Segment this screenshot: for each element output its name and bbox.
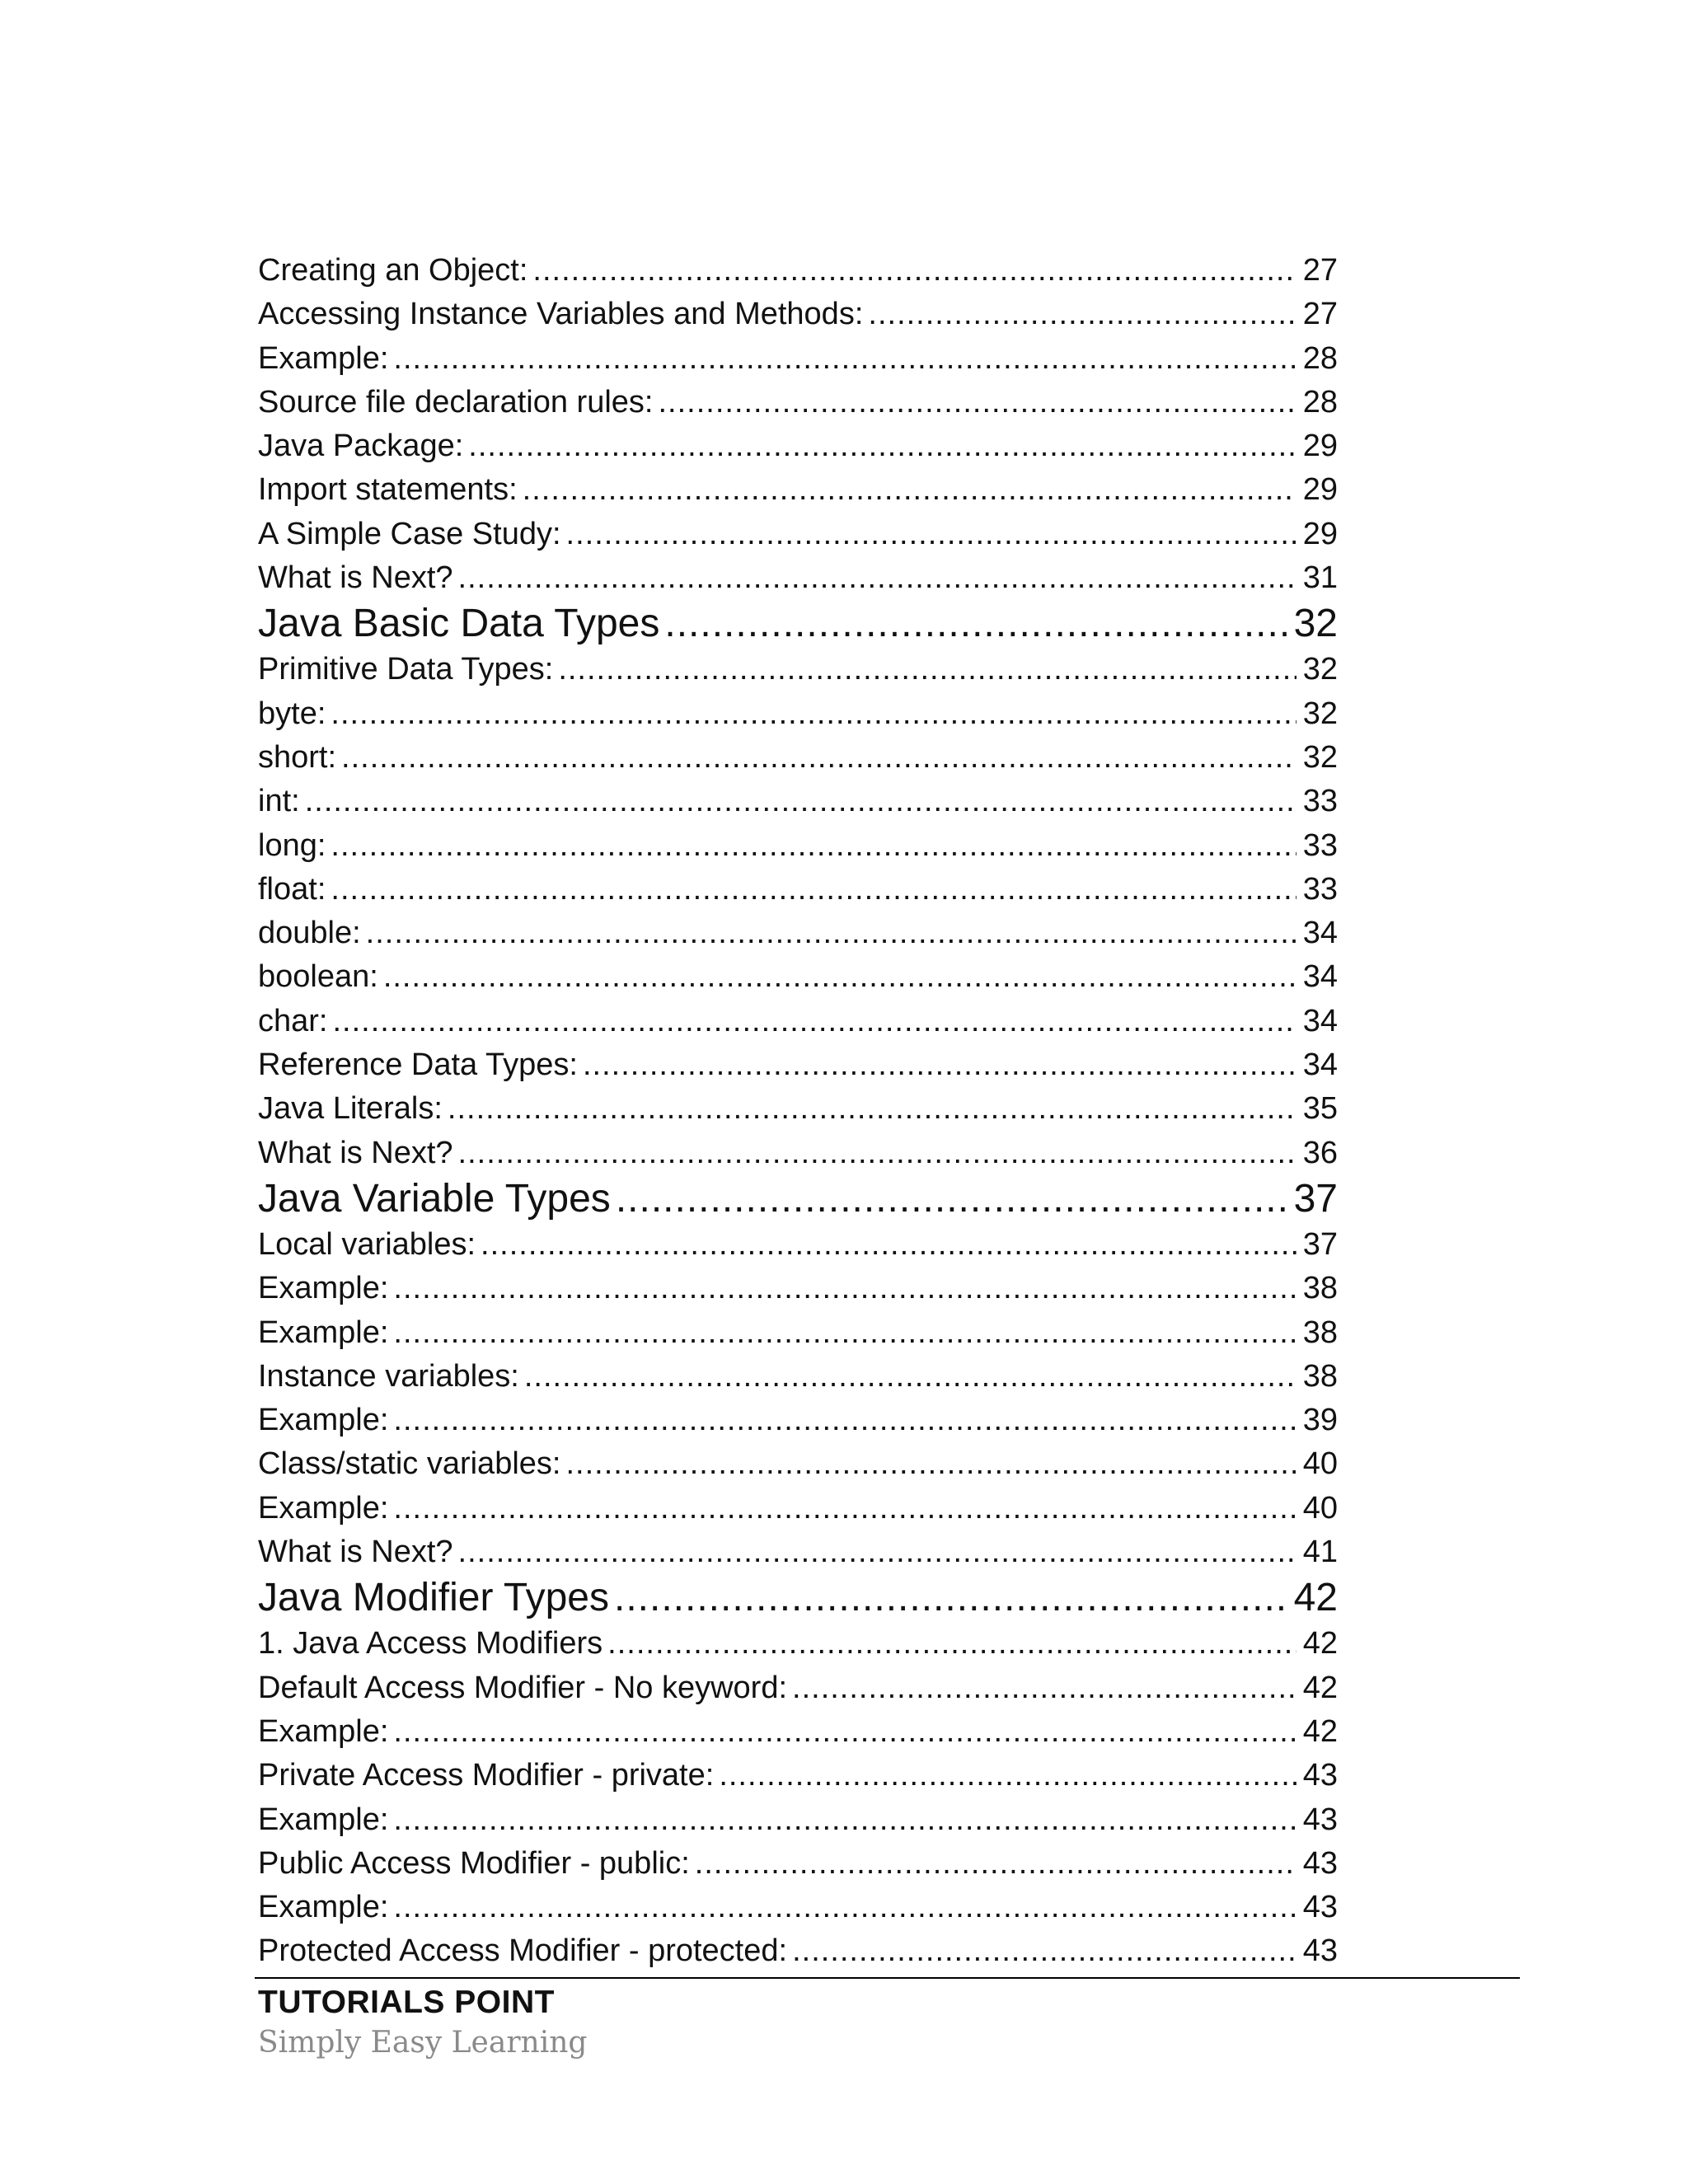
toc-entry-label: Protected Access Modifier - protected: bbox=[258, 1933, 788, 1969]
toc-entry-label: What is Next? bbox=[258, 1135, 453, 1170]
toc-entry-label: Example: bbox=[258, 1403, 389, 1438]
toc-entry-page-number: 32 bbox=[1302, 739, 1338, 775]
table-of-contents bbox=[258, 249, 1338, 1974]
toc-dot-leader bbox=[393, 1311, 1296, 1355]
toc-entry-page-number: 41 bbox=[1302, 1535, 1338, 1570]
toc-section-entry[interactable] bbox=[258, 868, 1338, 912]
toc-dot-leader bbox=[366, 912, 1296, 955]
toc-section-entry[interactable] bbox=[258, 513, 1338, 556]
toc-entry-page-number: 28 bbox=[1302, 340, 1338, 376]
toc-entry-label: Example: bbox=[258, 1315, 389, 1350]
toc-entry-label: Example: bbox=[258, 1890, 389, 1925]
toc-entry-page-number: 34 bbox=[1302, 916, 1338, 951]
toc-entry-label: Example: bbox=[258, 1802, 389, 1837]
toc-section-entry[interactable] bbox=[258, 1886, 1338, 1929]
toc-entry-label: Java Package: bbox=[258, 429, 464, 464]
toc-entry-label: Default Access Modifier - No keyword: bbox=[258, 1670, 788, 1705]
toc-dot-leader bbox=[393, 1886, 1296, 1929]
toc-entry-label: Instance variables: bbox=[258, 1358, 519, 1394]
toc-entry-page-number: 42 bbox=[1302, 1670, 1338, 1705]
toc-chapter-entry[interactable] bbox=[258, 600, 1338, 648]
toc-section-entry[interactable] bbox=[258, 1087, 1338, 1131]
toc-entry-page-number: 43 bbox=[1302, 1802, 1338, 1837]
toc-dot-leader bbox=[468, 424, 1296, 468]
toc-entry-label: Public Access Modifier - public: bbox=[258, 1845, 690, 1881]
toc-entry-page-number: 33 bbox=[1302, 784, 1338, 819]
toc-dot-leader bbox=[332, 1000, 1296, 1043]
toc-dot-leader bbox=[331, 692, 1296, 736]
toc-section-entry[interactable] bbox=[258, 1442, 1338, 1486]
toc-section-entry[interactable] bbox=[258, 1311, 1338, 1355]
toc-section-entry[interactable] bbox=[258, 648, 1338, 691]
toc-section-entry[interactable] bbox=[258, 293, 1338, 336]
toc-dot-leader bbox=[868, 293, 1296, 336]
toc-entry-page-number: 42 bbox=[1302, 1713, 1338, 1749]
toc-dot-leader bbox=[458, 1132, 1296, 1175]
toc-entry-label: Example: bbox=[258, 1713, 389, 1749]
toc-dot-leader bbox=[393, 337, 1296, 381]
toc-dot-leader bbox=[607, 1622, 1296, 1666]
toc-entry-label: Java Literals: bbox=[258, 1091, 443, 1127]
toc-dot-leader bbox=[393, 1798, 1296, 1842]
toc-entry-page-number: 34 bbox=[1302, 1047, 1338, 1083]
toc-section-entry[interactable] bbox=[258, 1754, 1338, 1797]
toc-entry-page-number: 33 bbox=[1302, 827, 1338, 863]
toc-entry-label: Example: bbox=[258, 1271, 389, 1306]
toc-section-entry[interactable] bbox=[258, 1798, 1338, 1842]
toc-entry-label: Local variables: bbox=[258, 1226, 476, 1262]
toc-entry-label: Source file declaration rules: bbox=[258, 384, 654, 419]
toc-section-entry[interactable] bbox=[258, 1043, 1338, 1087]
toc-section-entry[interactable] bbox=[258, 556, 1338, 600]
toc-section-entry[interactable] bbox=[258, 1000, 1338, 1043]
toc-section-entry[interactable] bbox=[258, 1355, 1338, 1399]
toc-entry-page-number: 28 bbox=[1302, 384, 1338, 419]
toc-dot-leader bbox=[695, 1842, 1296, 1886]
toc-dot-leader bbox=[565, 1442, 1296, 1486]
toc-dot-leader bbox=[792, 1929, 1296, 1973]
toc-entry-page-number: 43 bbox=[1302, 1845, 1338, 1881]
toc-section-entry[interactable] bbox=[258, 780, 1338, 823]
toc-dot-leader bbox=[792, 1666, 1296, 1710]
toc-section-entry[interactable] bbox=[258, 424, 1338, 468]
toc-dot-leader bbox=[719, 1754, 1296, 1797]
toc-entry-page-number: 36 bbox=[1302, 1135, 1338, 1170]
toc-section-entry[interactable] bbox=[258, 1710, 1338, 1754]
toc-entry-label: Java Basic Data Types bbox=[258, 602, 660, 646]
toc-entry-label: Private Access Modifier - private: bbox=[258, 1758, 715, 1793]
toc-entry-page-number: 40 bbox=[1302, 1490, 1338, 1526]
toc-entry-label: long: bbox=[258, 827, 326, 863]
toc-section-entry[interactable] bbox=[258, 736, 1338, 780]
footer-divider bbox=[255, 1977, 1520, 1979]
toc-entry-page-number: 29 bbox=[1302, 429, 1338, 464]
toc-section-entry[interactable] bbox=[258, 1929, 1338, 1973]
toc-entry-label: short: bbox=[258, 739, 337, 775]
toc-entry-page-number: 32 bbox=[1293, 602, 1338, 646]
toc-dot-leader bbox=[393, 1399, 1296, 1442]
toc-entry-label: float: bbox=[258, 871, 326, 907]
toc-dot-leader bbox=[614, 1574, 1287, 1622]
toc-entry-label: Import statements: bbox=[258, 472, 518, 508]
toc-dot-leader bbox=[481, 1223, 1296, 1267]
toc-dot-leader bbox=[532, 249, 1296, 293]
toc-entry-page-number: 29 bbox=[1302, 516, 1338, 551]
toc-section-entry[interactable] bbox=[258, 1622, 1338, 1666]
toc-section-entry[interactable] bbox=[258, 692, 1338, 736]
toc-dot-leader bbox=[393, 1487, 1296, 1530]
toc-section-entry[interactable] bbox=[258, 1530, 1338, 1574]
toc-entry-label: Accessing Instance Variables and Methods: bbox=[258, 297, 864, 332]
toc-entry-label: Primitive Data Types: bbox=[258, 652, 554, 687]
toc-dot-leader bbox=[331, 868, 1296, 912]
toc-chapter-entry[interactable] bbox=[258, 1574, 1338, 1622]
toc-dot-leader bbox=[658, 381, 1296, 424]
toc-entry-label: Creating an Object: bbox=[258, 253, 528, 288]
toc-dot-leader bbox=[664, 600, 1287, 648]
toc-dot-leader bbox=[393, 1267, 1296, 1310]
toc-section-entry[interactable] bbox=[258, 912, 1338, 955]
toc-entry-page-number: 33 bbox=[1302, 871, 1338, 907]
toc-entry-page-number: 43 bbox=[1302, 1758, 1338, 1793]
toc-entry-label: 1. Java Access Modifiers bbox=[258, 1626, 603, 1661]
toc-dot-leader bbox=[583, 1043, 1296, 1087]
toc-entry-label: Example: bbox=[258, 1490, 389, 1526]
toc-entry-label: boolean: bbox=[258, 959, 378, 995]
toc-dot-leader bbox=[393, 1710, 1296, 1754]
toc-section-entry[interactable] bbox=[258, 1223, 1338, 1267]
toc-entry-page-number: 43 bbox=[1302, 1890, 1338, 1925]
toc-section-entry[interactable] bbox=[258, 1399, 1338, 1442]
toc-entry-page-number: 29 bbox=[1302, 472, 1338, 508]
toc-section-entry[interactable] bbox=[258, 1132, 1338, 1175]
toc-section-entry[interactable] bbox=[258, 1267, 1338, 1310]
toc-entry-page-number: 37 bbox=[1293, 1176, 1338, 1221]
toc-entry-page-number: 27 bbox=[1302, 253, 1338, 288]
footer-brand: TUTORIALS POINT bbox=[258, 1985, 555, 2020]
toc-entry-page-number: 40 bbox=[1302, 1446, 1338, 1482]
toc-entry-label: Java Modifier Types bbox=[258, 1576, 609, 1620]
toc-entry-label: Class/static variables: bbox=[258, 1446, 561, 1482]
toc-section-entry[interactable] bbox=[258, 1842, 1338, 1886]
toc-entry-page-number: 31 bbox=[1302, 560, 1338, 596]
toc-section-entry[interactable] bbox=[258, 1487, 1338, 1530]
toc-dot-leader bbox=[616, 1175, 1287, 1223]
toc-entry-label: int: bbox=[258, 784, 300, 819]
toc-section-entry[interactable] bbox=[258, 381, 1338, 424]
toc-entry-page-number: 42 bbox=[1293, 1576, 1338, 1620]
toc-entry-label: Reference Data Types: bbox=[258, 1047, 578, 1083]
toc-entry-page-number: 32 bbox=[1302, 696, 1338, 731]
toc-entry-label: What is Next? bbox=[258, 560, 453, 596]
toc-entry-label: double: bbox=[258, 916, 361, 951]
toc-dot-leader bbox=[458, 556, 1296, 600]
toc-entry-label: byte: bbox=[258, 696, 326, 731]
toc-entry-page-number: 34 bbox=[1302, 959, 1338, 995]
toc-dot-leader bbox=[523, 468, 1296, 512]
toc-entry-label: What is Next? bbox=[258, 1535, 453, 1570]
toc-section-entry[interactable] bbox=[258, 468, 1338, 512]
toc-entry-page-number: 39 bbox=[1302, 1403, 1338, 1438]
toc-dot-leader bbox=[558, 648, 1296, 691]
toc-entry-label: Java Variable Types bbox=[258, 1176, 611, 1221]
toc-entry-label: A Simple Case Study: bbox=[258, 516, 561, 551]
toc-dot-leader bbox=[383, 955, 1296, 999]
footer-tagline: Simply Easy Learning bbox=[258, 2026, 588, 2060]
toc-dot-leader bbox=[341, 736, 1296, 780]
toc-dot-leader bbox=[524, 1355, 1296, 1399]
toc-entry-page-number: 34 bbox=[1302, 1003, 1338, 1038]
toc-entry-page-number: 37 bbox=[1302, 1226, 1338, 1262]
toc-entry-page-number: 38 bbox=[1302, 1315, 1338, 1350]
toc-entry-page-number: 35 bbox=[1302, 1091, 1338, 1127]
toc-entry-page-number: 32 bbox=[1302, 652, 1338, 687]
toc-entry-page-number: 38 bbox=[1302, 1358, 1338, 1394]
toc-dot-leader bbox=[305, 780, 1296, 823]
toc-section-entry[interactable] bbox=[258, 337, 1338, 381]
toc-section-entry[interactable] bbox=[258, 249, 1338, 293]
toc-entry-page-number: 43 bbox=[1302, 1933, 1338, 1969]
toc-dot-leader bbox=[458, 1530, 1296, 1574]
toc-dot-leader bbox=[448, 1087, 1296, 1131]
toc-entry-page-number: 27 bbox=[1302, 297, 1338, 332]
toc-section-entry[interactable] bbox=[258, 1666, 1338, 1710]
toc-dot-leader bbox=[566, 513, 1296, 556]
toc-entry-label: char: bbox=[258, 1003, 328, 1038]
toc-section-entry[interactable] bbox=[258, 955, 1338, 999]
toc-section-entry[interactable] bbox=[258, 824, 1338, 868]
toc-entry-label: Example: bbox=[258, 340, 389, 376]
toc-entry-page-number: 38 bbox=[1302, 1271, 1338, 1306]
toc-entry-page-number: 42 bbox=[1302, 1626, 1338, 1661]
toc-dot-leader bbox=[331, 824, 1296, 868]
toc-chapter-entry[interactable] bbox=[258, 1175, 1338, 1223]
